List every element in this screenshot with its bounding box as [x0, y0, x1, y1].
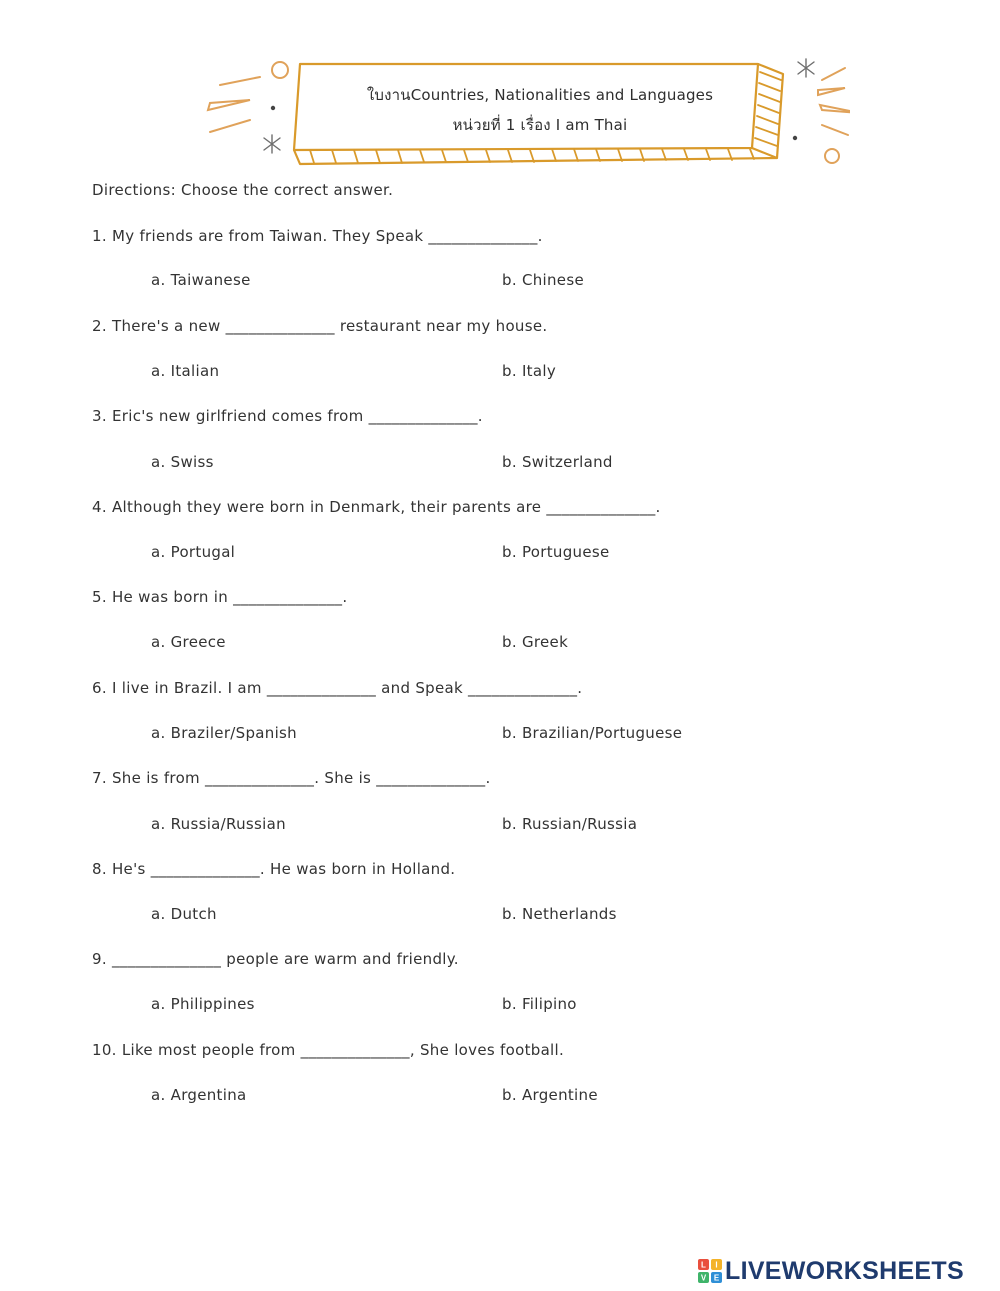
left-sparkle [264, 135, 280, 153]
worksheet-title: ใบงานCountries, Nationalities and Languages [366, 86, 714, 104]
question-9-option-a[interactable]: a. Philippines [151, 995, 255, 1013]
left-decoration [208, 62, 288, 132]
question-10: 10. Like most people from ______________, She loves football. [92, 1041, 565, 1059]
question-8: 8. He's ______________. He was born in Holland. [92, 860, 456, 878]
question-7: 7. She is from ______________. She is ______________. [92, 769, 491, 787]
question-5: 5. He was born in ______________. [92, 588, 348, 606]
question-1-option-b[interactable]: b. Chinese [502, 271, 584, 289]
question-9-option-b[interactable]: b. Filipino [502, 995, 577, 1013]
logo-block-letter: L [701, 1260, 706, 1270]
question-5-option-a[interactable]: a. Greece [151, 633, 226, 651]
question-10-option-b[interactable]: b. Argentine [502, 1086, 598, 1104]
question-10-option-a[interactable]: a. Argentina [151, 1086, 247, 1104]
question-6-option-b[interactable]: b. Brazilian/Portuguese [502, 724, 683, 742]
question-2-option-a[interactable]: a. Italian [151, 362, 220, 380]
question-3-option-a[interactable]: a. Swiss [151, 453, 214, 471]
question-7-option-a[interactable]: a. Russia/Russian [151, 815, 286, 833]
right-sparkle [798, 59, 814, 77]
logo-block-letter: V [700, 1273, 707, 1283]
question-1: 1. My friends are from Taiwan. They Speak ______________. [92, 227, 543, 245]
question-3-option-b[interactable]: b. Switzerland [502, 453, 613, 471]
question-8-option-b[interactable]: b. Netherlands [502, 905, 617, 923]
title-banner [200, 50, 850, 180]
question-7-option-b[interactable]: b. Russian/Russia [502, 815, 638, 833]
directions-text: Directions: Choose the correct answer. [92, 181, 394, 199]
question-2: 2. There's a new ______________ restaurant near my house. [92, 317, 548, 335]
question-1-option-a[interactable]: a. Taiwanese [151, 271, 251, 289]
question-5-option-b[interactable]: b. Greek [502, 633, 569, 651]
question-4-option-a[interactable]: a. Portugal [151, 543, 236, 561]
liveworksheets-logo [698, 1256, 964, 1286]
question-2-option-b[interactable]: b. Italy [502, 362, 556, 380]
question-3: 3. Eric's new girlfriend comes from ______________. [92, 407, 483, 425]
question-4-option-b[interactable]: b. Portuguese [502, 543, 610, 561]
worksheet-subtitle: หน่วยที่ 1 เรื่อง I am Thai [452, 116, 628, 134]
logo-block-letter: I [715, 1260, 718, 1270]
liveworksheets-logo-text: LIVEWORKSHEETS [725, 1257, 964, 1285]
question-8-option-a[interactable]: a. Dutch [151, 905, 217, 923]
right-decoration [818, 68, 850, 163]
question-6-option-a[interactable]: a. Braziler/Spanish [151, 724, 297, 742]
liveworksheets-logo-icon [698, 1259, 722, 1283]
question-9: 9. ______________ people are warm and friendly. [92, 950, 459, 968]
question-4: 4. Although they were born in Denmark, their parents are ______________. [92, 498, 661, 516]
question-6: 6. I live in Brazil. I am ______________ and Speak ______________. [92, 679, 583, 697]
logo-block-letter: E [713, 1273, 720, 1283]
